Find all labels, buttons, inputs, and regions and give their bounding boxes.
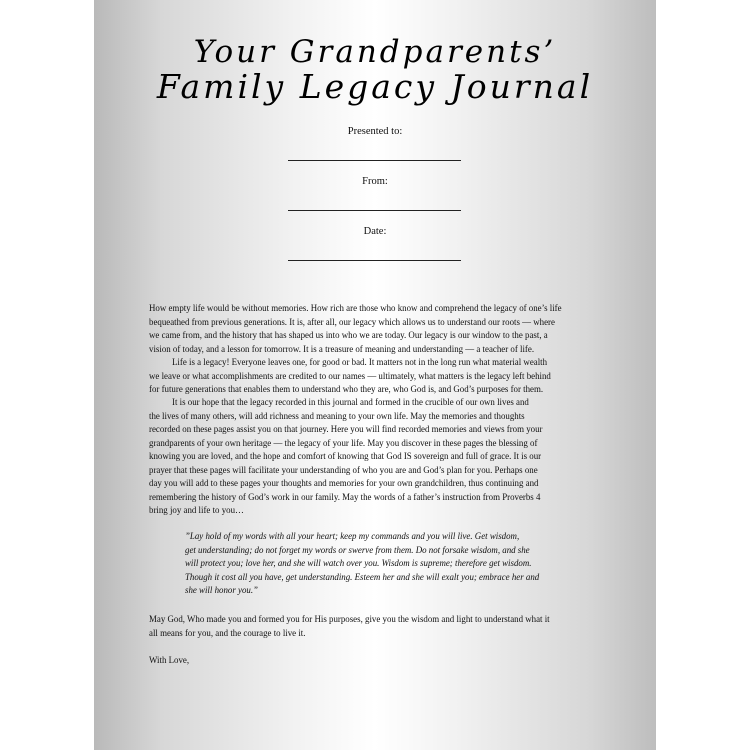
hope-line: the lives of many others, will add richness and meaning to your own life. May the memories and thoughts: [149, 410, 525, 421]
quote-line: will protect you; love her, and she will watch over you. Wisdom is supreme; therefore get wisdom.: [185, 558, 532, 569]
date-label: Date:: [363, 226, 387, 237]
presented-to-line: [288, 160, 461, 161]
presented-to-label: Presented to:: [347, 126, 403, 137]
closing-paragraph: [149, 613, 609, 640]
journal-title-line-2: Family Legacy Journal: [156, 67, 594, 106]
journal-title-line-1: Your Grandparents’: [193, 34, 557, 70]
closing-line: all means for you, and the courage to live it.: [149, 627, 306, 638]
legacy-paragraph: [149, 356, 604, 397]
hope-line: knowing you are loved, and the hope and comfort of knowing that God IS sovereign and full of grace. It is our: [149, 451, 542, 461]
hope-line: prayer that these pages will facilitate your understanding of who you are and God’s plan for you. Perhaps one: [149, 464, 538, 475]
proverbs-quote: [185, 530, 575, 598]
quote-line: she will honor you.”: [185, 585, 258, 596]
intro-line: vision of today, and a lesson for tomorrow. It is a treasure of meaning and understanding — a teacher of life.: [149, 343, 535, 354]
intro-line: we came from, and the history that has shaped us into who we are today. Our legacy is our window to the past, a: [149, 330, 548, 340]
from-label: From:: [362, 176, 388, 187]
quote-line: ”Lay hold of my words with all your heart; keep my commands and you will live. Get wisdom,: [185, 531, 520, 541]
hope-line: It is our hope that the legacy recorded in this journal and formed in the crucible of our own lives and: [172, 397, 529, 407]
hope-line: bring joy and life to you…: [149, 505, 244, 515]
signoff: With Love,: [149, 655, 190, 665]
legacy-line: for future generations that enables them to understand who they are, who God is, and God’s purposes for them.: [149, 384, 544, 394]
hope-line: grandparents of your own heritage — the legacy of your life. May you discover in these pages the blessing of: [149, 437, 538, 448]
intro-line: bequeathed from previous generations. It is, after all, our legacy which allows us to understand our roots — where: [149, 316, 555, 327]
date-line: [288, 260, 461, 261]
quote-line: Though it cost all you have, get understanding. Esteem her and she will exalt you; embrace her and: [185, 571, 540, 582]
legacy-line: Life is a legacy! Everyone leaves one, for good or bad. It matters not in the long run what material wealth: [172, 357, 548, 367]
hope-line: day you will add to these pages your thoughts and memories for your own grandchildren, thus continuing and: [149, 478, 539, 488]
legacy-line: we leave or what accomplishments are credited to our names — ultimately, what matters is the legacy left behind: [149, 370, 551, 381]
hope-line: remembering the history of God’s work in our family. May the words of a father’s instruction from Proverbs 4: [149, 491, 541, 502]
from-line: [288, 210, 461, 211]
quote-line: get understanding; do not forget my words or swerve from them. Do not forsake wisdom, and she: [185, 544, 530, 555]
intro-line: How empty life would be without memories. How rich are those who know and comprehend the legacy of one’s life: [149, 303, 562, 313]
intro-paragraph: [149, 302, 604, 356]
journal-page: [94, 0, 656, 750]
closing-line: May God, Who made you and formed you for His purposes, give you the wisdom and light to understand what it: [149, 614, 550, 624]
hope-line: recorded on these pages assist you on that journey. Here you will find recorded memories and views from your: [149, 424, 543, 434]
hope-paragraph: [149, 396, 604, 518]
